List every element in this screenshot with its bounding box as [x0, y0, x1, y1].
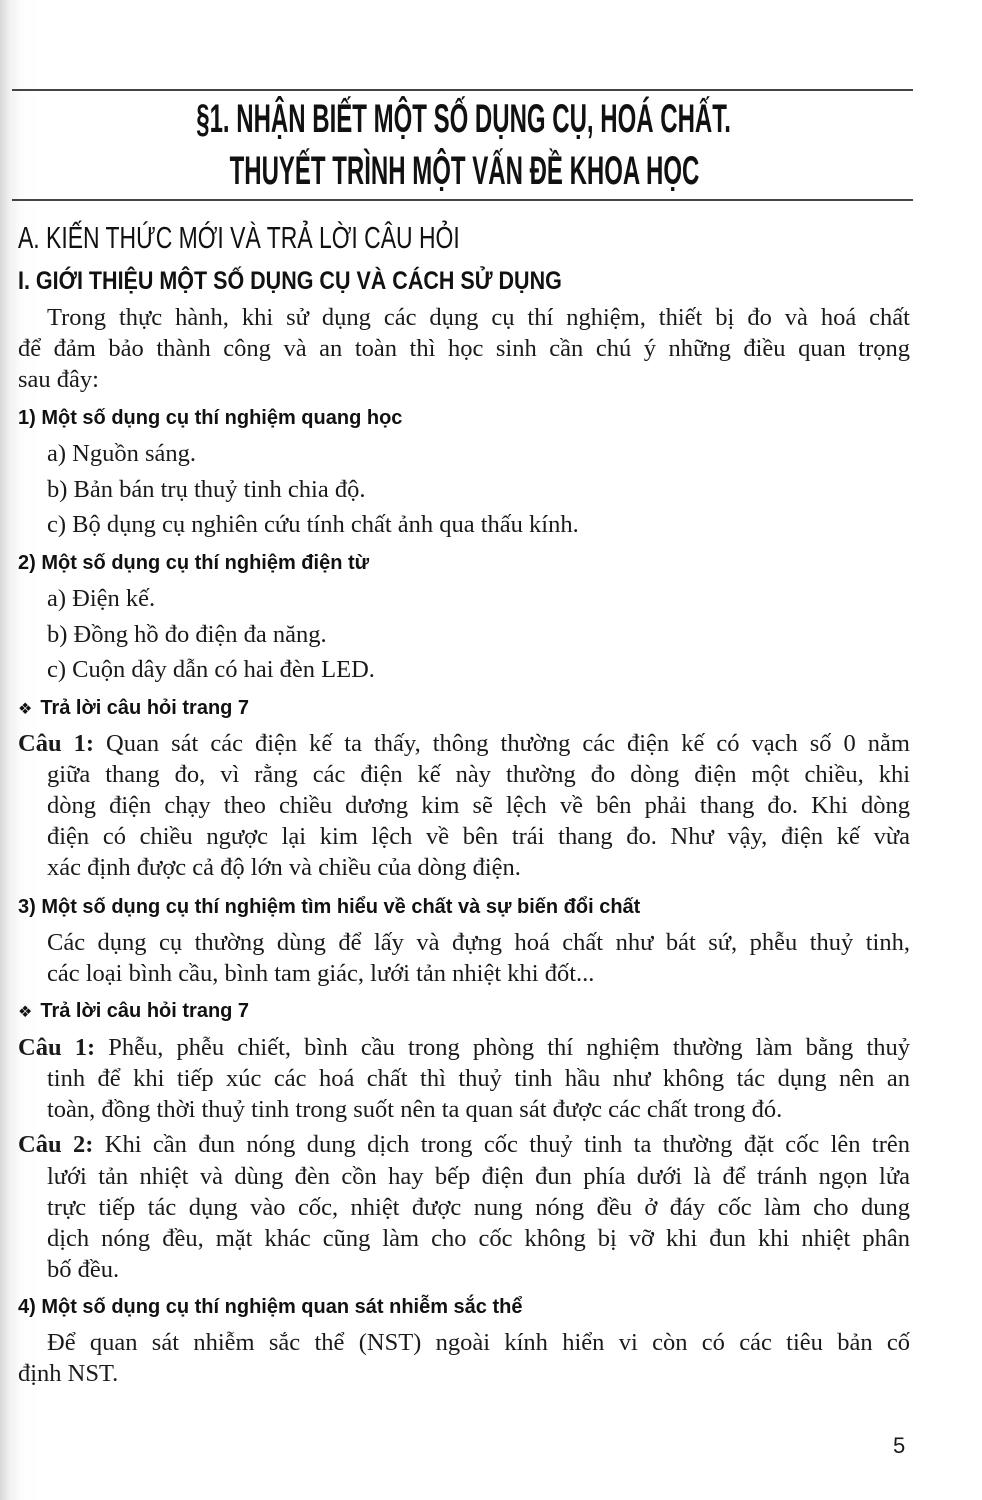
answer-text: Khi cần đun nóng dung dịch trong cốc thuỷ tinh ta thường đặt cốc lên trên [104, 1131, 911, 1158]
answer-line: dòng điện chạy theo chiều dương kim sẽ lệch về bên phải thang đo. Khi dòng [47, 792, 910, 819]
lesson-title-text-1: §1. NHẬN BIẾT MỘT SỐ DỤNG CỤ, HOÁ CHẤT. [196, 97, 732, 141]
list-item: c) Bộ dụng cụ nghiên cứu tính chất ảnh qua thấu kính. [47, 511, 579, 538]
paragraph-line: định NST. [18, 1360, 119, 1387]
part4-heading: 4) Một số dụng cụ thí nghiệm quan sát nhiễm sắc thể [18, 1296, 523, 1318]
lesson-title-line-2 [0, 145, 928, 197]
answer-line: lưới tản nhiệt và dùng đèn cồn hay bếp điện đun phía dưới là để tránh ngọn lửa [47, 1163, 910, 1190]
part2-heading: 2) Một số dụng cụ thí nghiệm điện từ [18, 552, 370, 574]
question-label: Câu 2: [18, 1131, 94, 1158]
answer-line: trực tiếp tác dụng vào cốc, nhiệt được nung nóng đều ở đáy cốc làm cho dung [47, 1194, 910, 1221]
part1-heading: 1) Một số dụng cụ thí nghiệm quang học [18, 407, 403, 429]
answer-line: bố đều. [47, 1256, 120, 1283]
section-a-heading: A. KIẾN THỨC MỚI VÀ TRẢ LỜI CÂU HỎI [18, 220, 460, 255]
intro-line: Trong thực hành, khi sử dụng các dụng cụ thí nghiệm, thiết bị đo và hoá chất [47, 304, 910, 331]
lesson-title-text-2: THUYẾT TRÌNH MỘT VẤN ĐỀ KHOA HỌC [229, 149, 699, 193]
answer-line: toàn, đồng thời thuỷ tinh trong suốt nên ta quan sát được các chất trong đó. [47, 1096, 783, 1123]
list-item: a) Nguồn sáng. [47, 440, 197, 467]
answer-line: dịch nóng đều, mặt khác cũng làm cho cốc không bị vỡ khi đun khi nhiệt phân [47, 1225, 910, 1252]
answers1-heading [18, 695, 249, 721]
intro-line: sau đây: [18, 366, 99, 393]
intro-line: để đảm bảo thành công và an toàn thì học sinh cần chú ý những điều quan trọng [18, 335, 910, 362]
diamond-bullet-icon: ❖ [18, 701, 33, 718]
top-rule [12, 89, 913, 91]
list-item: a) Điện kế. [47, 585, 156, 612]
answer-line [18, 1032, 910, 1063]
list-item: b) Bản bán trụ thuỷ tinh chia độ. [47, 476, 366, 503]
answer-line [18, 1129, 910, 1160]
paragraph-line: Các dụng cụ thường dùng để lấy và đựng hoá chất như bát sứ, phễu thuỷ tinh, [47, 929, 910, 956]
answers2-heading [18, 998, 249, 1024]
answer-line: điện có chiều ngược lại kim lệch về bên trái thang đo. Như vậy, điện kế vừa [47, 823, 910, 850]
answer-line: xác định được cả độ lớn và chiều của dòng điện. [47, 854, 521, 881]
answer-line: giữa thang đo, vì rằng các điện kế này thường đo dòng điện một chiều, khi [47, 761, 910, 788]
list-item: b) Đồng hồ đo điện đa năng. [47, 621, 327, 648]
bottom-rule [12, 199, 913, 201]
paragraph-line: Để quan sát nhiễm sắc thể (NST) ngoài kính hiển vi còn có các tiêu bản cố [47, 1329, 910, 1356]
answer-text: Phễu, phễu chiết, bình cầu trong phòng thí nghiệm thường làm bằng thuỷ [108, 1034, 910, 1061]
list-item: c) Cuộn dây dẫn có hai đèn LED. [47, 656, 375, 683]
answers2-heading-text: Trả lời câu hỏi trang 7 [40, 1000, 250, 1022]
question-label: Câu 1: [18, 730, 94, 757]
answer-line [18, 728, 910, 759]
answer-line: tinh để khi tiếp xúc các hoá chất thì thuỷ tinh hầu như không tác dụng nên an [47, 1065, 910, 1092]
lesson-title-line-1 [0, 93, 928, 145]
diamond-bullet-icon: ❖ [18, 1004, 33, 1021]
answers1-heading-text: Trả lời câu hỏi trang 7 [40, 697, 250, 719]
paragraph-line: các loại bình cầu, bình tam giác, lưới tản nhiệt khi đốt... [47, 960, 595, 987]
section-i-heading: I. GIỚI THIỆU MỘT SỐ DỤNG CỤ VÀ CÁCH SỬ DỤNG [18, 267, 562, 295]
page-number: 5 [893, 1433, 906, 1458]
answer-text: Quan sát các điện kế ta thấy, thông thường các điện kế có vạch số 0 nằm [106, 730, 910, 757]
question-label: Câu 1: [18, 1034, 96, 1061]
part3-heading: 3) Một số dụng cụ thí nghiệm tìm hiểu về chất và sự biến đổi chất [18, 896, 641, 918]
